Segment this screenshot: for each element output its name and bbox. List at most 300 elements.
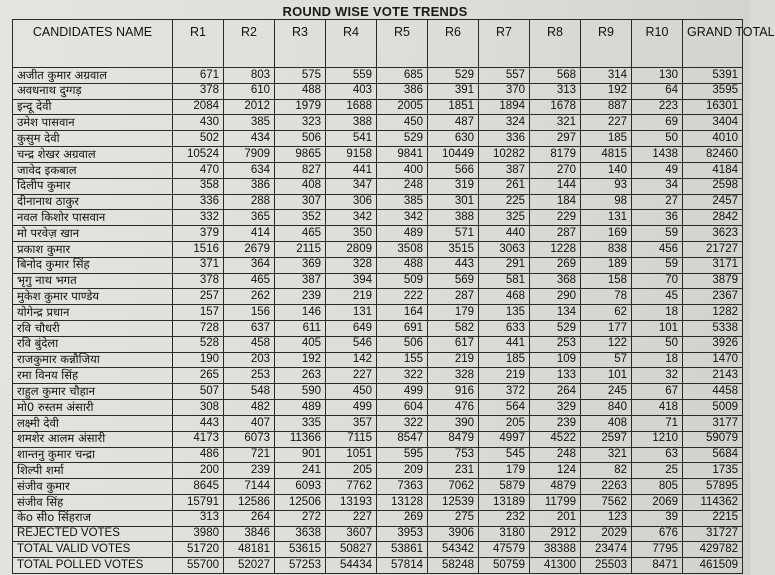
round-vote-cell: 328 [428, 368, 479, 384]
round-vote-cell: 387 [275, 273, 326, 289]
round-vote-cell: 590 [275, 384, 326, 400]
round-vote-cell: 7909 [224, 147, 275, 163]
round-vote-cell: 53861 [377, 542, 428, 558]
round-vote-cell: 414 [224, 226, 275, 242]
round-vote-cell: 58248 [428, 558, 479, 574]
round-vote-cell: 55700 [173, 558, 224, 574]
round-vote-cell: 418 [632, 400, 683, 416]
round-vote-cell: 288 [224, 194, 275, 210]
round-vote-cell: 8471 [632, 558, 683, 574]
round-vote-cell: 306 [326, 194, 377, 210]
grand-total-cell: 3926 [683, 336, 743, 352]
round-vote-cell: 2597 [581, 431, 632, 447]
round-vote-cell: 506 [377, 336, 428, 352]
round-vote-cell: 371 [173, 257, 224, 273]
candidate-row [13, 305, 743, 321]
round-vote-cell: 64 [632, 83, 683, 99]
round-vote-cell: 529 [530, 321, 581, 337]
round-vote-cell: 263 [275, 368, 326, 384]
summary-label: TOTAL POLLED VOTES [13, 558, 173, 574]
grand-total-cell: 4184 [683, 162, 743, 178]
round-vote-cell: 11366 [275, 431, 326, 447]
candidate-name: कुसुम देवी [13, 131, 173, 147]
candidate-row [13, 68, 743, 84]
round-header: R9 [581, 20, 632, 68]
round-vote-cell: 8179 [530, 147, 581, 163]
round-vote-cell: 15791 [173, 494, 224, 510]
candidate-row [13, 178, 743, 194]
round-vote-cell: 9865 [275, 147, 326, 163]
round-vote-cell: 231 [428, 463, 479, 479]
round-vote-cell: 364 [224, 257, 275, 273]
round-vote-cell: 5879 [479, 479, 530, 495]
round-vote-cell: 350 [326, 226, 377, 242]
round-vote-cell: 301 [428, 194, 479, 210]
round-vote-cell: 2115 [275, 241, 326, 257]
round-vote-cell: 840 [581, 400, 632, 416]
round-vote-cell: 10449 [428, 147, 479, 163]
round-header: R10 [632, 20, 683, 68]
round-vote-cell: 308 [173, 400, 224, 416]
round-vote-cell: 6073 [224, 431, 275, 447]
grand-total-cell: 16301 [683, 99, 743, 115]
round-vote-cell: 630 [428, 131, 479, 147]
round-vote-cell: 34 [632, 178, 683, 194]
grand-total-header: GRAND TOTAL [683, 20, 743, 68]
grand-total-cell: 57895 [683, 479, 743, 495]
candidate-name: संजीव कुमार [13, 479, 173, 495]
round-vote-cell: 408 [581, 415, 632, 431]
round-vote-cell: 610 [224, 83, 275, 99]
round-vote-cell: 12539 [428, 494, 479, 510]
grand-total-cell: 2143 [683, 368, 743, 384]
round-vote-cell: 101 [581, 368, 632, 384]
round-vote-cell: 443 [428, 257, 479, 273]
round-vote-cell: 169 [581, 226, 632, 242]
candidate-row [13, 210, 743, 226]
candidate-name: योगेन्द्र प्रधान [13, 305, 173, 321]
round-vote-cell: 10524 [173, 147, 224, 163]
candidate-row [13, 336, 743, 352]
round-vote-cell: 297 [530, 131, 581, 147]
candidate-row [13, 194, 743, 210]
round-vote-cell: 571 [428, 226, 479, 242]
round-vote-cell: 219 [428, 352, 479, 368]
round-vote-cell: 123 [581, 510, 632, 526]
round-vote-cell: 805 [632, 479, 683, 495]
round-vote-cell: 352 [275, 210, 326, 226]
round-vote-cell: 4173 [173, 431, 224, 447]
grand-total-cell: 114362 [683, 494, 743, 510]
round-vote-cell: 323 [275, 115, 326, 131]
round-vote-cell: 916 [428, 384, 479, 400]
round-vote-cell: 82 [581, 463, 632, 479]
round-vote-cell: 368 [530, 273, 581, 289]
round-vote-cell: 753 [428, 447, 479, 463]
round-vote-cell: 325 [479, 210, 530, 226]
round-vote-cell: 617 [428, 336, 479, 352]
round-vote-cell: 179 [479, 463, 530, 479]
round-vote-cell: 47579 [479, 542, 530, 558]
round-vote-cell: 3508 [377, 241, 428, 257]
round-vote-cell: 379 [173, 226, 224, 242]
round-vote-cell: 156 [224, 305, 275, 321]
candidate-row [13, 447, 743, 463]
grand-total-cell: 21727 [683, 241, 743, 257]
round-vote-cell: 370 [479, 83, 530, 99]
round-vote-cell: 488 [275, 83, 326, 99]
round-vote-cell: 595 [377, 447, 428, 463]
round-vote-cell: 25503 [581, 558, 632, 574]
round-vote-cell: 637 [224, 321, 275, 337]
round-vote-cell: 378 [173, 83, 224, 99]
round-vote-cell: 3846 [224, 526, 275, 542]
round-vote-cell: 157 [173, 305, 224, 321]
round-vote-cell: 51720 [173, 542, 224, 558]
round-vote-cell: 7062 [428, 479, 479, 495]
round-vote-cell: 529 [377, 131, 428, 147]
candidate-name: भृगु नाथ भगत [13, 273, 173, 289]
round-vote-cell: 144 [530, 178, 581, 194]
round-vote-cell: 1438 [632, 147, 683, 163]
round-vote-cell: 59 [632, 257, 683, 273]
round-vote-cell: 3607 [326, 526, 377, 542]
round-vote-cell: 529 [428, 68, 479, 84]
round-vote-cell: 124 [530, 463, 581, 479]
round-vote-cell: 3980 [173, 526, 224, 542]
round-vote-cell: 369 [275, 257, 326, 273]
round-header: R2 [224, 20, 275, 68]
round-vote-cell: 408 [275, 178, 326, 194]
round-vote-cell: 225 [479, 194, 530, 210]
round-vote-cell: 9841 [377, 147, 428, 163]
candidate-row [13, 226, 743, 242]
round-vote-cell: 7562 [581, 494, 632, 510]
round-vote-cell: 222 [377, 289, 428, 305]
round-vote-cell: 502 [173, 131, 224, 147]
round-vote-cell: 262 [224, 289, 275, 305]
round-vote-cell: 407 [224, 415, 275, 431]
round-vote-cell: 1516 [173, 241, 224, 257]
round-vote-cell: 70 [632, 273, 683, 289]
round-vote-cell: 261 [479, 178, 530, 194]
candidate-row [13, 147, 743, 163]
grand-total-cell: 4010 [683, 131, 743, 147]
round-vote-cell: 12586 [224, 494, 275, 510]
round-vote-cell: 158 [581, 273, 632, 289]
round-vote-cell: 456 [632, 241, 683, 257]
round-vote-cell: 7144 [224, 479, 275, 495]
round-vote-cell: 441 [479, 336, 530, 352]
round-vote-cell: 130 [632, 68, 683, 84]
round-vote-cell: 290 [530, 289, 581, 305]
round-vote-cell: 223 [632, 99, 683, 115]
grand-total-cell: 2842 [683, 210, 743, 226]
round-vote-cell: 405 [275, 336, 326, 352]
round-vote-cell: 634 [224, 162, 275, 178]
round-vote-cell: 321 [530, 115, 581, 131]
round-vote-cell: 685 [377, 68, 428, 84]
round-vote-cell: 441 [326, 162, 377, 178]
round-vote-cell: 328 [326, 257, 377, 273]
round-vote-cell: 499 [377, 384, 428, 400]
round-vote-cell: 569 [428, 273, 479, 289]
round-vote-cell: 57253 [275, 558, 326, 574]
round-vote-cell: 264 [224, 510, 275, 526]
candidate-row [13, 415, 743, 431]
round-vote-cell: 633 [479, 321, 530, 337]
round-vote-cell: 57814 [377, 558, 428, 574]
round-vote-cell: 482 [224, 400, 275, 416]
grand-total-cell: 2598 [683, 178, 743, 194]
round-vote-cell: 245 [581, 384, 632, 400]
round-vote-cell: 2069 [632, 494, 683, 510]
grand-total-cell: 59079 [683, 431, 743, 447]
round-vote-cell: 11799 [530, 494, 581, 510]
round-vote-cell: 265 [173, 368, 224, 384]
page-title: ROUND WISE VOTE TRENDS [282, 4, 468, 19]
round-vote-cell: 322 [377, 415, 428, 431]
round-vote-cell: 557 [479, 68, 530, 84]
round-vote-cell: 324 [479, 115, 530, 131]
round-vote-cell: 342 [326, 210, 377, 226]
table-header-row [13, 20, 743, 68]
round-vote-cell: 192 [275, 352, 326, 368]
round-vote-cell: 135 [479, 305, 530, 321]
candidate-name: राजकुमार कन्नौजिया [13, 352, 173, 368]
round-header: R4 [326, 20, 377, 68]
candidate-name: उमेश पासवान [13, 115, 173, 131]
round-vote-cell: 39 [632, 510, 683, 526]
round-vote-cell: 611 [275, 321, 326, 337]
round-vote-cell: 476 [428, 400, 479, 416]
round-vote-cell: 272 [275, 510, 326, 526]
grand-total-cell: 2457 [683, 194, 743, 210]
round-vote-cell: 465 [224, 273, 275, 289]
grand-total-cell: 1282 [683, 305, 743, 321]
round-vote-cell: 458 [224, 336, 275, 352]
round-vote-cell: 4879 [530, 479, 581, 495]
round-vote-cell: 177 [581, 321, 632, 337]
grand-total-cell: 3623 [683, 226, 743, 242]
round-vote-cell: 347 [326, 178, 377, 194]
round-vote-cell: 1688 [326, 99, 377, 115]
round-vote-cell: 98 [581, 194, 632, 210]
round-vote-cell: 50 [632, 336, 683, 352]
candidate-row [13, 131, 743, 147]
grand-total-cell: 5009 [683, 400, 743, 416]
round-vote-cell: 25 [632, 463, 683, 479]
round-vote-cell: 239 [224, 463, 275, 479]
round-vote-cell: 2809 [326, 241, 377, 257]
round-vote-cell: 291 [479, 257, 530, 273]
round-vote-cell: 506 [275, 131, 326, 147]
candidate-name: शान्तनु कुमार चन्द्रा [13, 447, 173, 463]
round-vote-cell: 7762 [326, 479, 377, 495]
round-vote-cell: 322 [377, 368, 428, 384]
candidate-row [13, 241, 743, 257]
round-vote-cell: 509 [377, 273, 428, 289]
summary-label: TOTAL VALID VOTES [13, 542, 173, 558]
candidate-name: राहुल कुमार चौहान [13, 384, 173, 400]
candidate-row [13, 431, 743, 447]
round-vote-cell: 8547 [377, 431, 428, 447]
candidate-name: लक्ष्मी देवी [13, 415, 173, 431]
round-vote-cell: 676 [632, 526, 683, 542]
round-vote-cell: 9158 [326, 147, 377, 163]
round-vote-cell: 365 [224, 210, 275, 226]
round-vote-cell: 4815 [581, 147, 632, 163]
round-vote-cell: 50827 [326, 542, 377, 558]
candidate-name: मुकेश कुमार पाण्डेय [13, 289, 173, 305]
round-vote-cell: 400 [377, 162, 428, 178]
grand-total-cell: 3404 [683, 115, 743, 131]
round-vote-cell: 203 [224, 352, 275, 368]
round-vote-cell: 575 [275, 68, 326, 84]
round-vote-cell: 721 [224, 447, 275, 463]
round-vote-cell: 440 [479, 226, 530, 242]
round-vote-cell: 313 [530, 83, 581, 99]
round-vote-cell: 6093 [275, 479, 326, 495]
round-vote-cell: 901 [275, 447, 326, 463]
round-vote-cell: 93 [581, 178, 632, 194]
round-vote-cell: 3953 [377, 526, 428, 542]
round-vote-cell: 3906 [428, 526, 479, 542]
round-vote-cell: 548 [224, 384, 275, 400]
grand-total-cell: 2215 [683, 510, 743, 526]
round-vote-cell: 155 [377, 352, 428, 368]
round-vote-cell: 385 [224, 115, 275, 131]
round-vote-cell: 38388 [530, 542, 581, 558]
candidate-row [13, 99, 743, 115]
round-vote-cell: 671 [173, 68, 224, 84]
grand-total-cell: 2367 [683, 289, 743, 305]
round-vote-cell: 109 [530, 352, 581, 368]
round-vote-cell: 541 [326, 131, 377, 147]
round-vote-cell: 546 [326, 336, 377, 352]
vote-trends-table [12, 19, 775, 574]
round-vote-cell: 3180 [479, 526, 530, 542]
round-vote-cell: 604 [377, 400, 428, 416]
round-vote-cell: 248 [530, 447, 581, 463]
round-vote-cell: 507 [173, 384, 224, 400]
grand-total-cell: 1735 [683, 463, 743, 479]
grand-total-cell: 5338 [683, 321, 743, 337]
round-header: R6 [428, 20, 479, 68]
grand-total-cell: 4458 [683, 384, 743, 400]
round-header: R1 [173, 20, 224, 68]
candidate-name: मो परवेज़ खान [13, 226, 173, 242]
round-vote-cell: 394 [326, 273, 377, 289]
round-vote-cell: 3063 [479, 241, 530, 257]
round-header: R7 [479, 20, 530, 68]
round-vote-cell: 257 [173, 289, 224, 305]
round-vote-cell: 32 [632, 368, 683, 384]
candidate-row [13, 400, 743, 416]
round-vote-cell: 566 [428, 162, 479, 178]
round-vote-cell: 2263 [581, 479, 632, 495]
round-vote-cell: 131 [326, 305, 377, 321]
round-vote-cell: 8645 [173, 479, 224, 495]
round-vote-cell: 307 [275, 194, 326, 210]
round-vote-cell: 59 [632, 226, 683, 242]
round-vote-cell: 18 [632, 352, 683, 368]
round-vote-cell: 57 [581, 352, 632, 368]
grand-total-cell: 3171 [683, 257, 743, 273]
round-vote-cell: 241 [275, 463, 326, 479]
candidate-name: अजीत कुमार अग्रवाल [13, 68, 173, 84]
round-vote-cell: 179 [428, 305, 479, 321]
round-vote-cell: 358 [173, 178, 224, 194]
round-vote-cell: 332 [173, 210, 224, 226]
round-vote-cell: 357 [326, 415, 377, 431]
round-vote-cell: 2912 [530, 526, 581, 542]
round-vote-cell: 488 [377, 257, 428, 273]
round-vote-cell: 142 [326, 352, 377, 368]
candidate-row [13, 368, 743, 384]
round-vote-cell: 8479 [428, 431, 479, 447]
round-vote-cell: 1979 [275, 99, 326, 115]
round-vote-cell: 470 [173, 162, 224, 178]
round-vote-cell: 12506 [275, 494, 326, 510]
round-vote-cell: 54342 [428, 542, 479, 558]
round-vote-cell: 287 [530, 226, 581, 242]
round-header: R5 [377, 20, 428, 68]
round-vote-cell: 559 [326, 68, 377, 84]
round-vote-cell: 253 [530, 336, 581, 352]
round-vote-cell: 200 [173, 463, 224, 479]
candidate-row [13, 83, 743, 99]
round-vote-cell: 581 [479, 273, 530, 289]
round-vote-cell: 443 [173, 415, 224, 431]
round-vote-cell: 62 [581, 305, 632, 321]
round-vote-cell: 2679 [224, 241, 275, 257]
round-vote-cell: 335 [275, 415, 326, 431]
round-vote-cell: 803 [224, 68, 275, 84]
round-vote-cell: 229 [530, 210, 581, 226]
round-vote-cell: 1051 [326, 447, 377, 463]
round-vote-cell: 264 [530, 384, 581, 400]
round-vote-cell: 227 [581, 115, 632, 131]
round-vote-cell: 192 [581, 83, 632, 99]
round-vote-cell: 270 [530, 162, 581, 178]
round-vote-cell: 201 [530, 510, 581, 526]
round-vote-cell: 239 [275, 289, 326, 305]
table-body [13, 68, 743, 574]
round-vote-cell: 450 [377, 115, 428, 131]
round-header: R8 [530, 20, 581, 68]
round-vote-cell: 342 [377, 210, 428, 226]
grand-total-cell: 429782 [683, 542, 743, 558]
round-vote-cell: 388 [326, 115, 377, 131]
candidate-row [13, 510, 743, 526]
round-vote-cell: 269 [530, 257, 581, 273]
round-vote-cell: 101 [632, 321, 683, 337]
round-vote-cell: 275 [428, 510, 479, 526]
round-vote-cell: 164 [377, 305, 428, 321]
round-vote-cell: 122 [581, 336, 632, 352]
round-vote-cell: 18 [632, 305, 683, 321]
round-vote-cell: 36 [632, 210, 683, 226]
candidate-row [13, 384, 743, 400]
candidates-name-header: CANDIDATES NAME [13, 20, 173, 68]
grand-total-cell: 1470 [683, 352, 743, 368]
round-vote-cell: 391 [428, 83, 479, 99]
round-vote-cell: 253 [224, 368, 275, 384]
round-vote-cell: 13193 [326, 494, 377, 510]
round-vote-cell: 499 [326, 400, 377, 416]
round-vote-cell: 336 [173, 194, 224, 210]
